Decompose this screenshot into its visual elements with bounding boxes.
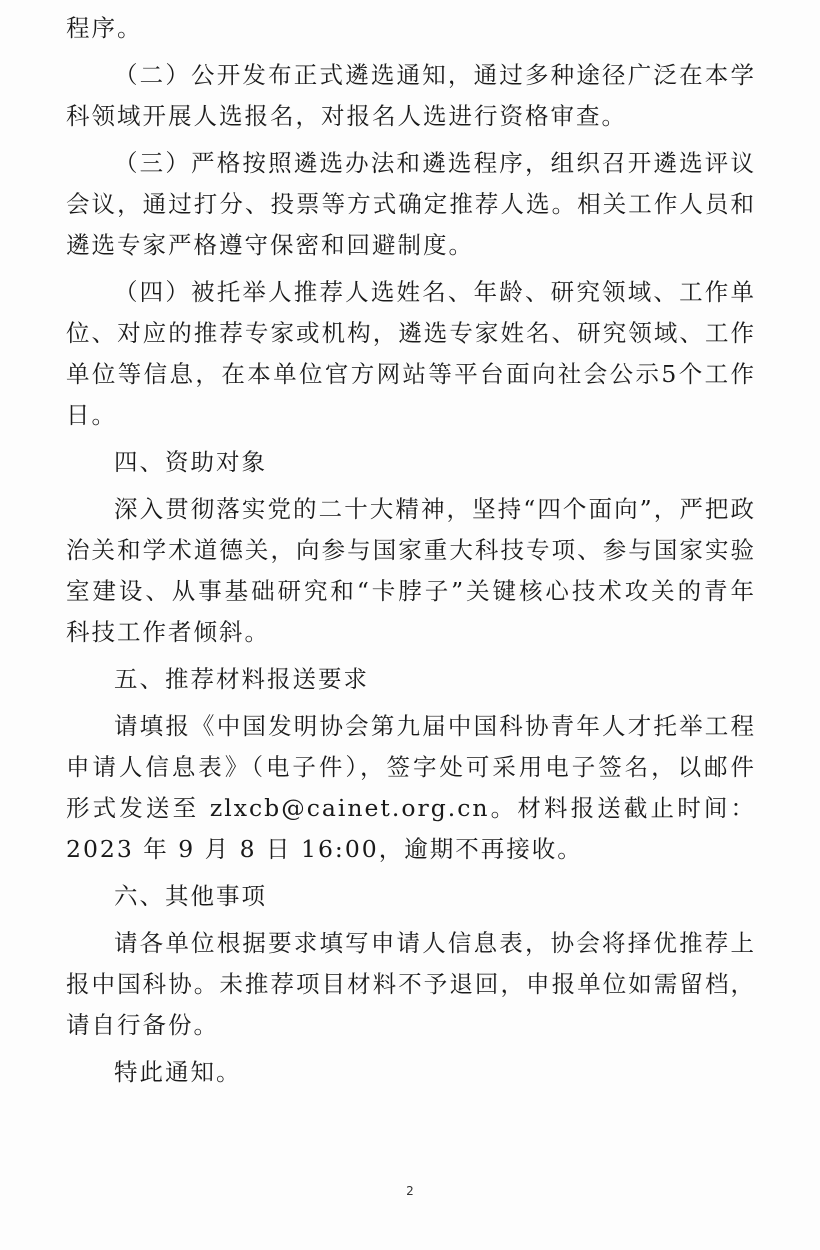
paragraph-item-4: （四）被托举人推荐人选姓名、年龄、研究领域、工作单位、对应的推荐专家或机构，遴选专家姓名、研究领域、工作单位等信息，在本单位官方网站等平台面向社会公示5个工作日。 [66, 278, 756, 429]
paragraph-item-2: （二）公开发布正式遴选通知，通过多种途径广泛在本学科领域开展人选报名，对报名人选进行资格审查。 [66, 61, 756, 130]
section-heading-4: 四、资助对象 [114, 448, 267, 476]
paragraph-item-3: （三）严格按照遴选办法和遴选程序，组织召开遴选评议会议，通过打分、投票等方式确定推荐人选。相关工作人员和遴选专家严格遵守保密和回避制度。 [66, 149, 756, 259]
paragraph-section-4: 深入贯彻落实党的二十大精神，坚持“四个面向”，严把政治关和学术道德关，向参与国家重大科技专项、参与国家实验室建设、从事基础研究和“卡脖子”关键核心技术攻关的青年科技工作者倾斜。 [66, 495, 756, 646]
paragraph-continuation: 程序。 [66, 14, 143, 42]
section-heading-5: 五、推荐材料报送要求 [114, 665, 369, 693]
paragraph-section-5: 请填报《中国发明协会第九届中国科协青年人才托举工程申请人信息表》（电子件），签字处可采用电子签名，以邮件形式发送至 zlxcb@cainet.org.cn。材料报送截止时间：2023 年 9 月 8 日 16:00，逾期不再接收。 [66, 712, 756, 863]
paragraph-closing: 特此通知。 [114, 1058, 242, 1086]
section-heading-6: 六、其他事项 [114, 882, 267, 910]
document-body [66, 8, 756, 1099]
paragraph-section-6: 请各单位根据要求填写申请人信息表，协会将择优推荐上报中国科协。未推荐项目材料不予退回，申报单位如需留档，请自行备份。 [66, 929, 756, 1039]
page-number: 2 [406, 1184, 414, 1198]
